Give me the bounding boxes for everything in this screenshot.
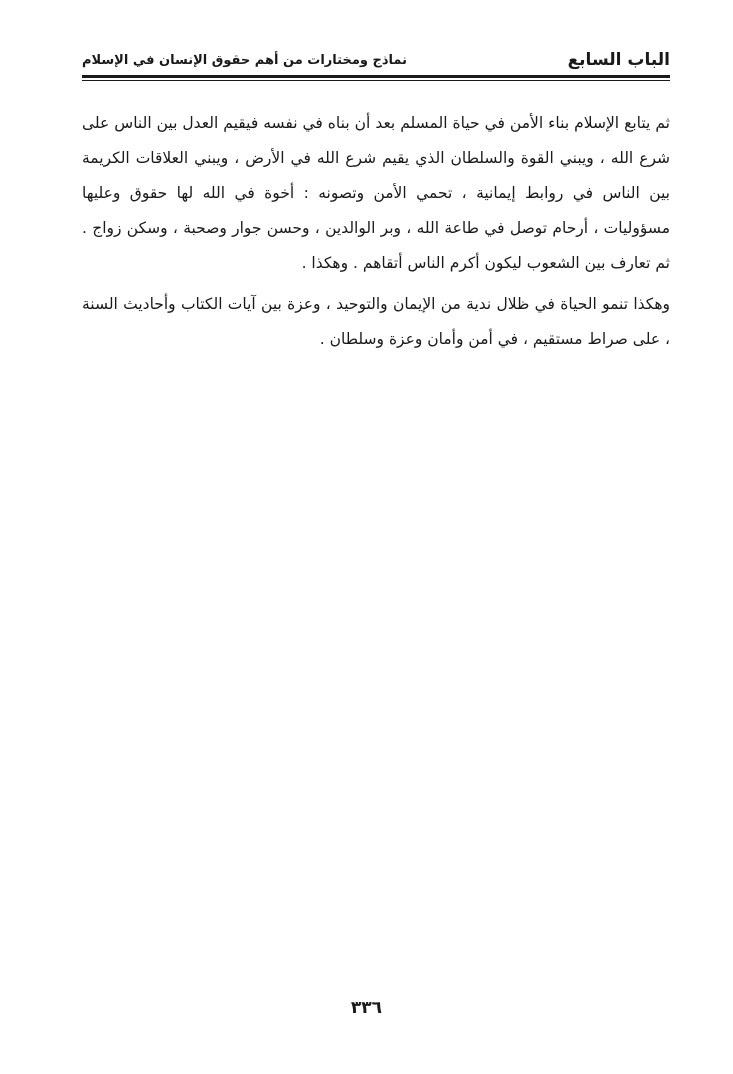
book-title: نماذج ومختارات من أهم حقوق الإنسان في الإسلام: [82, 53, 408, 68]
paragraph-1: ثم يتابع الإسلام بناء الأمن في حياة المسلم بعد أن بناه في نفسه فيقيم العدل بين الناس على شرع الله ، ويبني القوة والسلطان الذي يقيم شرع الله في الأرض ، ويبني العلاقات الكريمة بين الناس في روابط إيمانية ، تحمي الأمن وتصونه : أخوة في الله لها حقوق وعليها مسؤوليات ، أرحام توصل في طاعة الله ، وبر الوالدين ، وحسن جوار وصحبة ، وسكن زواج . ثم تعارف بين الشعوب ليكون أكرم الناس أتقاهم . وهكذا .: [82, 114, 670, 272]
body-text: [82, 106, 670, 357]
paragraph-2: وهكذا تنمو الحياة في ظلال ندية من الإيمان والتوحيد ، وعزة بين آيات الكتاب وأحاديث السنة ، على صراط مستقيم ، في أمن وأمان وعزة وسلطان .: [82, 295, 670, 348]
running-header: [82, 46, 670, 76]
header-rule: [82, 75, 670, 78]
chapter-title: الباب السابع: [567, 50, 670, 70]
page-number: ٣٣٦: [350, 998, 383, 1018]
header-rule-thin: [82, 80, 670, 81]
